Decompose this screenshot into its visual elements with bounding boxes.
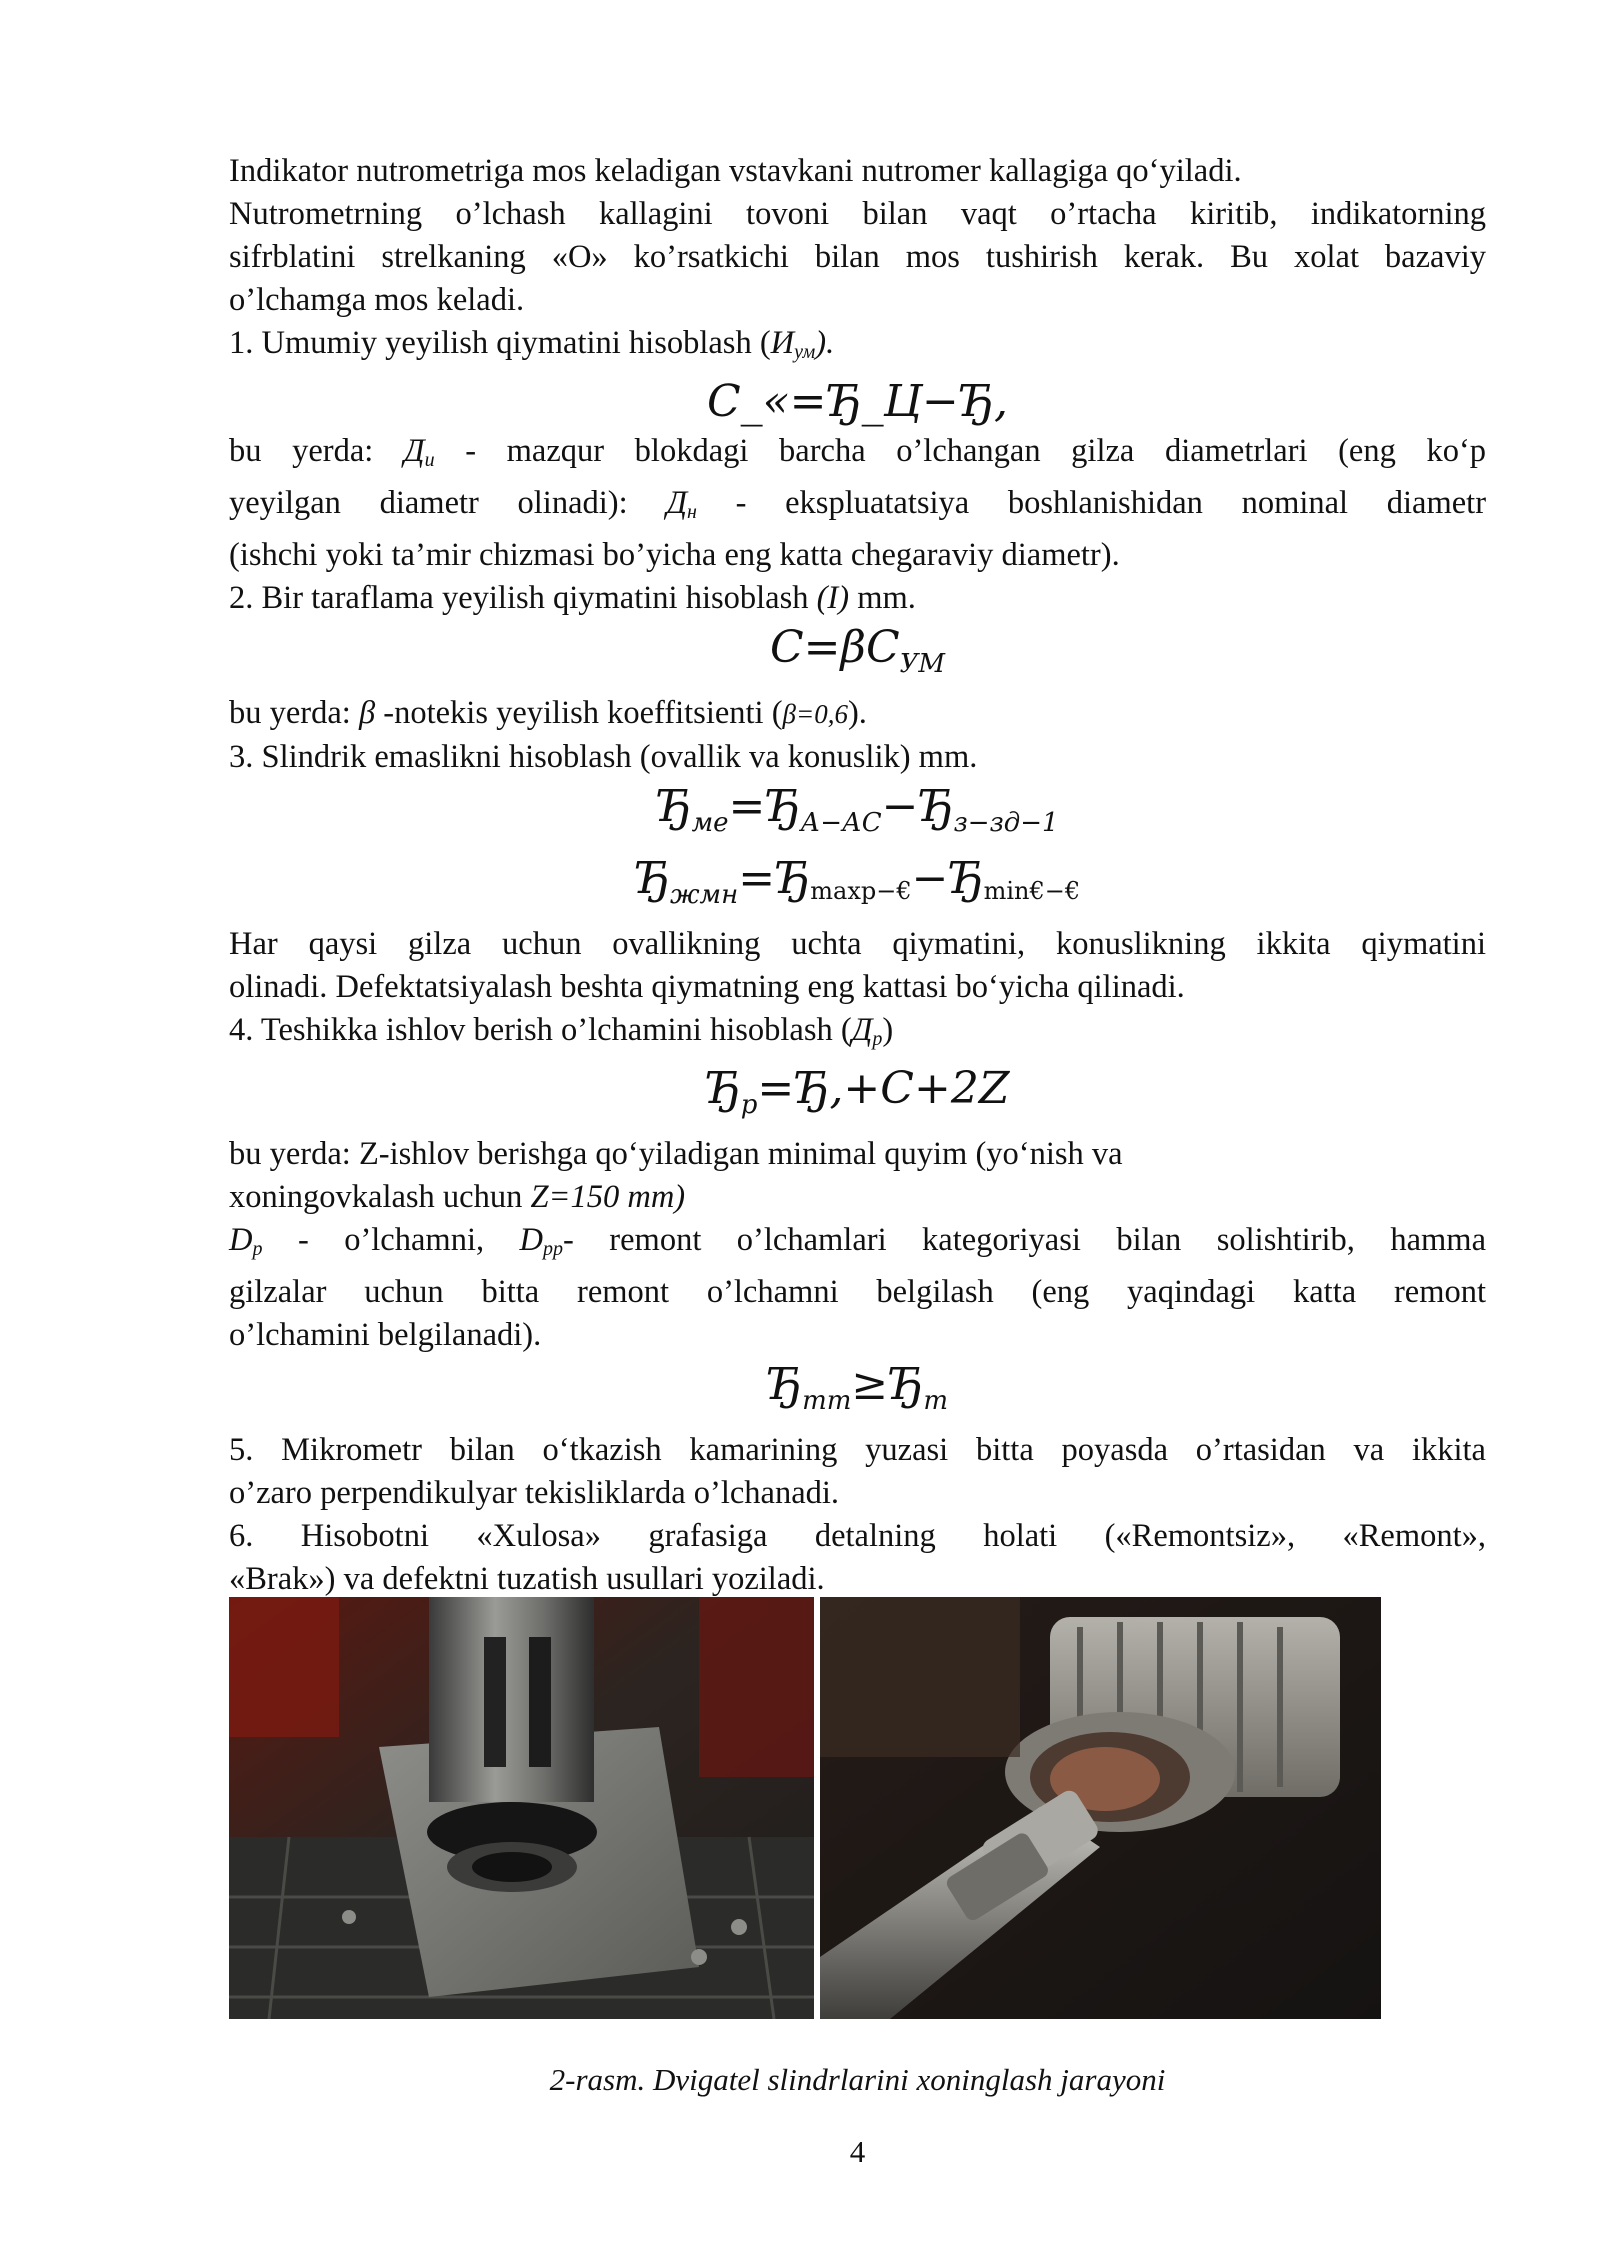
figure-caption: 2-rasm. Dvigatel slindrlarini xoninglash jarayoni — [549, 2062, 1166, 2097]
paragraph-line: olinadi. Defektatsiyalash beshta qiymatning eng kattasi bo‘yicha qilinadi. — [229, 969, 1185, 1005]
document-body — [229, 150, 1486, 1601]
list-item-2: 2. Bir taraflama yeyilish qiymatini hisoblash (I) mm. — [229, 580, 916, 616]
paragraph-line: bu yerda: Z-ishlov berishga qo‘yiladigan minimal quyim (yo‘nish va — [229, 1136, 1123, 1172]
paragraph-line: bu yerda: $Д_и$ - mazqur blokdagi barcha o’lchangan gilza diametrlari (eng ko‘p — [229, 433, 1487, 471]
paragraph-line: Indikator nutrometriga mos keladigan vstavkani nutromer kallagiga qo‘yiladi. — [229, 153, 1242, 189]
formula-1: С_«=Ђ_Ц−Ђ, — [707, 376, 1008, 427]
paragraph-line: $D_p$ - o’lchamni, $D_{pp}-$ remont o’lchamlari kategoriyasi bilan solishtirib, hamma — [229, 1222, 1486, 1260]
paragraph-line: «Brak») va defektni tuzatish usullari yoziladi. — [229, 1561, 825, 1597]
paragraph-line: sifrblatini strelkaning «O» ko’rsatkichi bilan mos tushirish kerak. Bu xolat bazaviy — [229, 239, 1486, 275]
list-item-1: 1. Umumiy yeyilish qiymatini hisoblash $(И_{ум})$. — [229, 325, 835, 363]
honing-tool-photo — [820, 1597, 1381, 2019]
formula-5: $Ђ_р=Ђ,+C+2Z$ — [705, 1063, 1010, 1120]
figure-photos — [229, 1597, 1381, 2019]
paragraph-line: Har qaysi gilza uchun ovallikning uchta qiymatini, konuslikning ikkita qiymatini — [229, 926, 1486, 962]
paragraph-line: bu yerda: β -notekis yeyilish koeffitsienti (β=0,6). — [229, 695, 867, 731]
formula-6: $Ђ_{mm}\ge Ђ_m$ — [766, 1359, 949, 1416]
paragraph-line: Nutrometrning o’lchash kallagini tovoni bilan vaqt o’rtacha kiritib, indikatorning — [229, 196, 1486, 232]
paragraph-line: gilzalar uchun bitta remont o’lchamni belgilash (eng yaqindagi katta remont — [229, 1274, 1486, 1310]
paragraph-line: o’lchamga mos keladi. — [229, 282, 525, 318]
paragraph-line: 5. Mikrometr bilan o‘tkazish kamarining yuzasi bitta poyasda o’rtasidan va ikkita — [229, 1432, 1486, 1468]
honing-machine-photo — [229, 1597, 814, 2019]
formula-4: $Ђ_{жмн}=Ђ\max p-€-Ђ\min€-€$ — [634, 853, 1081, 910]
formula-3: $Ђ_{ме}=Ђ_{А-АС}-Ђ_{з-зд-1}$ — [656, 781, 1059, 838]
list-item-3: 3. Slindrik emaslikni hisoblash (ovallik va konuslik) mm. — [229, 739, 978, 775]
paragraph-line: (ishchi yoki ta’mir chizmasi bo’yicha eng katta chegaraviy diametr). — [229, 537, 1120, 573]
page-number: 4 — [849, 2134, 866, 2169]
paragraph-line: o’lchamini belgilanadi). — [229, 1317, 542, 1353]
formula-2: $C=\beta C_{УМ}$ — [769, 622, 946, 679]
paragraph-line: o’zaro perpendikulyar tekisliklarda o’lchanadi. — [229, 1475, 840, 1511]
paragraph-line: 6. Hisobotni «Xulosa» grafasiga detalning holati («Remontsiz», «Remont», — [229, 1518, 1486, 1554]
list-item-4: 4. Teshikka ishlov berish o’lchamini hisoblash $(Д_р)$ — [229, 1012, 894, 1050]
paragraph-line: yeyilgan diametr olinadi): $Д_н$ - ekspluatatsiya boshlanishidan nominal diametr — [229, 485, 1487, 523]
paragraph-line: xoningovkalash uchun Z=150 mm) — [229, 1179, 686, 1215]
